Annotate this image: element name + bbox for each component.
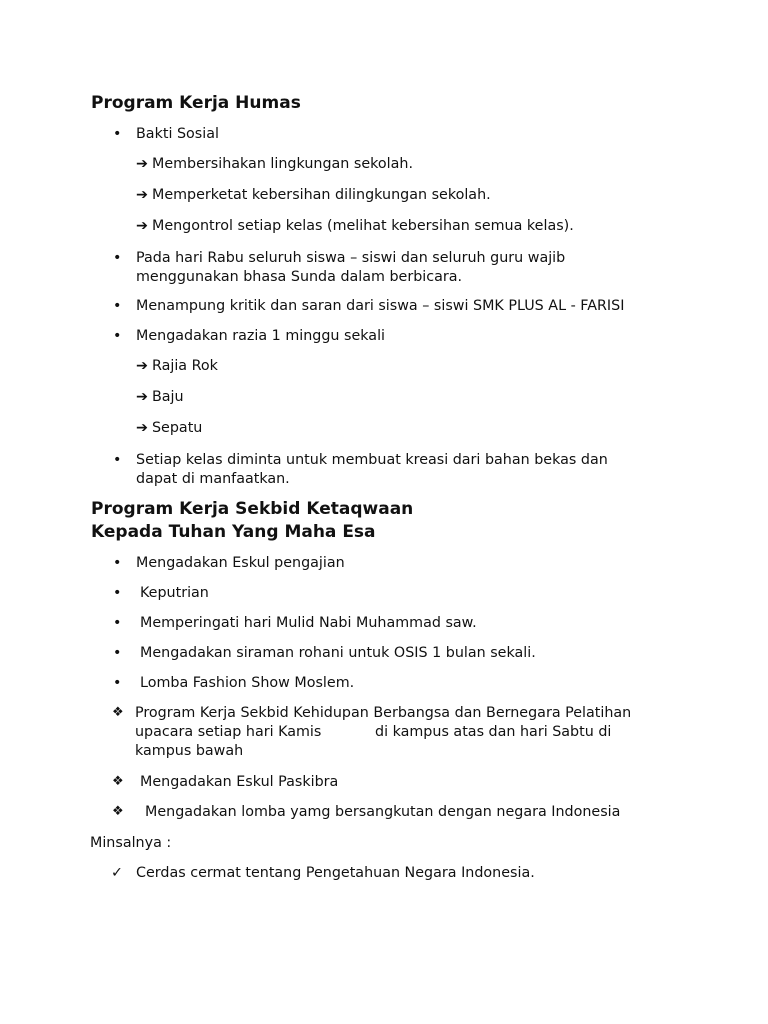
bullet-icon: • <box>113 645 122 661</box>
arrow-right-icon: ➔ <box>136 156 148 172</box>
list-item: Pada hari Rabu seluruh siswa – siswi dan seluruh guru wajib <box>136 250 566 266</box>
bullet-icon: • <box>113 675 122 691</box>
checkmark-icon: ✓ <box>111 865 123 881</box>
section-heading-ketaqwaan: Program Kerja Sekbid Ketaqwaan <box>91 499 414 519</box>
list-item: Mengadakan lomba yamg bersangkutan dengan negara Indonesia <box>145 804 621 820</box>
list-item-continuation: menggunakan bhasa Sunda dalam berbicara. <box>136 269 463 285</box>
list-item: Setiap kelas diminta untuk membuat kreasi dari bahan bekas dan <box>136 452 608 468</box>
list-item: Mengadakan siraman rohani untuk OSIS 1 bulan sekali. <box>140 645 536 661</box>
list-item: Mengadakan Eskul Paskibra <box>140 774 339 790</box>
diamond-bullet-icon: ❖ <box>112 804 124 819</box>
section-heading-humas: Program Kerja Humas <box>91 93 301 113</box>
list-item: Mengadakan Eskul pengajian <box>136 555 345 571</box>
bullet-icon: • <box>113 126 122 142</box>
sub-list-item: ➔ Mengontrol setiap kelas (melihat kebersihan semua kelas). <box>136 218 574 234</box>
bullet-icon: • <box>113 328 122 344</box>
sub-list-item: ➔ Memperketat kebersihan dilingkungan sekolah. <box>136 187 491 203</box>
arrow-right-icon: ➔ <box>136 389 148 405</box>
diamond-bullet-icon: ❖ <box>112 705 124 720</box>
section-heading-ketaqwaan-line2: Kepada Tuhan Yang Maha Esa <box>91 522 376 542</box>
arrow-right-icon: ➔ <box>136 218 148 234</box>
bullet-icon: • <box>113 615 122 631</box>
sub-list-item: ➔ Sepatu <box>136 420 203 436</box>
sub-list-item: ➔ Membersihakan lingkungan sekolah. <box>136 156 414 172</box>
list-item: Program Kerja Sekbid Kehidupan Berbangsa dan Bernegara Pelatihan <box>135 705 632 721</box>
sub-list-item: ➔ Rajia Rok <box>136 358 218 374</box>
list-item: Mengadakan razia 1 minggu sekali <box>136 328 386 344</box>
bullet-icon: • <box>113 555 122 571</box>
arrow-right-icon: ➔ <box>136 358 148 374</box>
bullet-icon: • <box>113 298 122 314</box>
list-item: Memperingati hari Mulid Nabi Muhammad saw. <box>140 615 477 631</box>
arrow-right-icon: ➔ <box>136 187 148 203</box>
bullet-icon: • <box>113 250 122 266</box>
list-item-continuation: di kampus atas dan hari Sabtu di <box>375 724 612 740</box>
sub-list-item: ➔ Baju <box>136 389 184 405</box>
arrow-right-icon: ➔ <box>136 420 148 436</box>
list-item-continuation: dapat di manfaatkan. <box>136 471 290 487</box>
list-item-continuation: upacara setiap hari Kamis <box>135 724 322 740</box>
bullet-icon: • <box>113 452 122 468</box>
list-item: Keputrian <box>140 585 209 601</box>
list-item: Lomba Fashion Show Moslem. <box>140 675 355 691</box>
bullet-icon: • <box>113 585 122 601</box>
list-item: Cerdas cermat tentang Pengetahuan Negara Indonesia. <box>136 865 535 881</box>
list-item: Menampung kritik dan saran dari siswa – siswi SMK PLUS AL - FARISI <box>136 298 625 314</box>
list-item: Bakti Sosial <box>136 126 219 142</box>
list-item-continuation: kampus bawah <box>135 743 244 759</box>
diamond-bullet-icon: ❖ <box>112 774 124 789</box>
example-label: Minsalnya : <box>90 835 172 851</box>
